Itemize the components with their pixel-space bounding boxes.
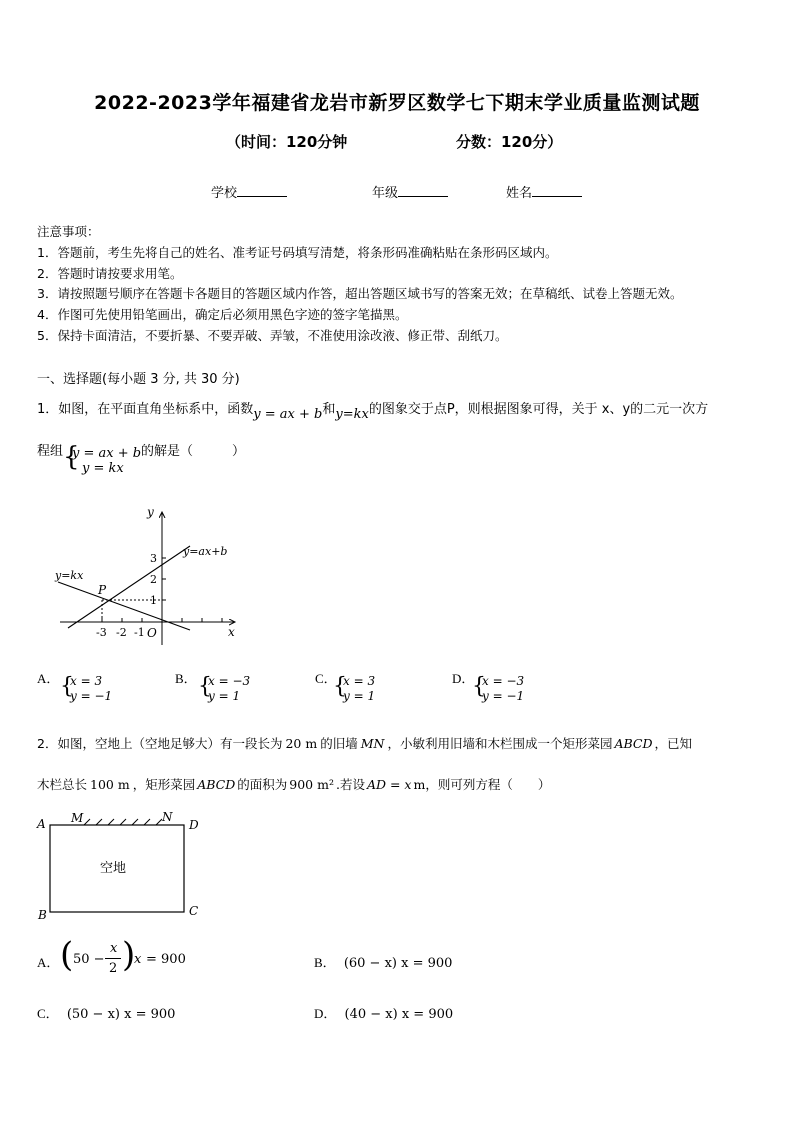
option-label: B．	[314, 955, 336, 970]
q1-f1: y = ax + b	[253, 407, 323, 422]
q2-option-b[interactable]: B． (60 − x) x = 900	[314, 955, 453, 971]
q1-line1	[37, 398, 709, 422]
q1-text: 1．如图，在平面直角坐标系中，函数	[37, 402, 254, 417]
section-heading: 一、选择题(每小题 3 分, 共 30 分)	[37, 372, 240, 387]
y-tick-3: 3	[150, 552, 157, 565]
note-item: 5．保持卡面清洁，不要折暴、不要弄破、弄皱，不准使用涂改液、修正带、刮纸刀。	[37, 327, 508, 343]
notes-heading: 注意事项：	[37, 224, 100, 239]
q1-option-a-system: x = 3 y = −1	[70, 674, 113, 703]
label-ax-b: y=ax+b	[183, 545, 228, 558]
q1-and: 和	[322, 402, 336, 417]
name-label: 姓名	[506, 186, 533, 201]
label-c: C	[189, 904, 199, 918]
y-axis-label: y	[147, 505, 154, 519]
q1-option-d-system: x = −3 y = −1	[482, 674, 525, 703]
note-item: 3．请按照题号顺序在答题卡各题目的答题区域内作答，超出答题区域书写的答案无效；在草稿纸、试卷上答题无效。	[37, 286, 683, 302]
school-label: 学校	[211, 186, 238, 201]
q1-text-b: 的图象交于点P，则根据图象可得，关于 x、y的二元一次方	[368, 402, 709, 417]
option-label: D．	[314, 1006, 337, 1021]
label-b: B	[38, 908, 47, 922]
option-label: B．	[175, 671, 197, 686]
q1-sys-eq1: y = ax + b	[72, 446, 142, 461]
x-axis-label: x	[228, 625, 235, 639]
q1-brace: {	[63, 442, 80, 472]
label-m: M	[71, 811, 84, 825]
y-tick-1: 1	[150, 594, 157, 607]
q2-line1: 2．如图，空地上（空地足够大）有一段长为 20 m 的旧墙 MN ，小敏利用旧墙和木栏围成一个矩形菜园 ABCD ，已知	[37, 736, 693, 751]
note-item: 4．作图可先使用铅笔画出，确定后必须用黑色字迹的签字笔描黑。	[37, 307, 408, 323]
q2-figure	[34, 808, 214, 923]
grade-field	[372, 182, 448, 201]
q1-option-a[interactable]	[37, 668, 59, 687]
label-a: A	[37, 817, 46, 831]
option-label: A．	[37, 671, 60, 686]
note-item: 1．答题前，考生先将自己的姓名、准考证号码填写清楚，将条形码准确粘贴在条形码区域内。	[37, 244, 558, 260]
y-tick-2: 2	[150, 573, 157, 586]
label-d: D	[189, 818, 199, 832]
q2-option-a[interactable]	[37, 952, 59, 971]
grade-label: 年级	[372, 186, 399, 201]
label-n: N	[162, 810, 173, 824]
name-blank[interactable]	[532, 184, 582, 197]
label-open-space: 空地	[100, 861, 127, 876]
note-item: 2．答题时请按要求用笔。	[37, 265, 183, 281]
x-tick-m3: -3	[96, 626, 107, 639]
option-label: C．	[315, 671, 337, 686]
notes-block	[37, 222, 682, 347]
exam-score: 分数：120分）	[456, 133, 563, 151]
q2-line2: 木栏总长 100 m ，矩形菜园 ABCD 的面积为 900 m² .若设 AD = x m，则可列方程（ ）	[37, 777, 551, 792]
q1-system	[72, 446, 141, 476]
name-field	[506, 182, 582, 201]
line-kx	[58, 582, 190, 630]
option-label: C．	[37, 1006, 59, 1021]
q1-graph	[50, 500, 250, 650]
point-p: P	[98, 583, 107, 597]
exam-time: （时间：120分钟	[226, 133, 348, 151]
school-field	[211, 182, 287, 201]
line-ax-b	[68, 546, 190, 628]
label-kx: y=kx	[55, 569, 84, 582]
q1-text-c: 程组	[37, 444, 64, 459]
school-blank[interactable]	[237, 184, 287, 197]
q1-option-b[interactable]	[175, 668, 197, 687]
q1-text-d: 的解是（ ）	[141, 444, 246, 459]
x-tick-m1: -1	[134, 626, 145, 639]
grade-blank[interactable]	[398, 184, 448, 197]
q1-sys-eq2: y = kx	[82, 461, 124, 476]
q1-option-b-system: x = −3 y = 1	[208, 674, 251, 703]
option-label: D．	[452, 671, 475, 686]
origin-label: O	[147, 626, 157, 640]
q1-f2: y=kx	[335, 407, 369, 422]
option-label: A．	[37, 955, 60, 970]
x-tick-m2: -2	[116, 626, 127, 639]
q2-option-c[interactable]: C． (50 − x) x = 900	[37, 1006, 176, 1022]
q1-option-c-system: x = 3 y = 1	[343, 674, 376, 703]
page-title: 2022-2023学年福建省龙岩市新罗区数学七下期末学业质量监测试题	[94, 92, 700, 114]
q2-option-d[interactable]: D． (40 − x) x = 900	[314, 1006, 454, 1022]
